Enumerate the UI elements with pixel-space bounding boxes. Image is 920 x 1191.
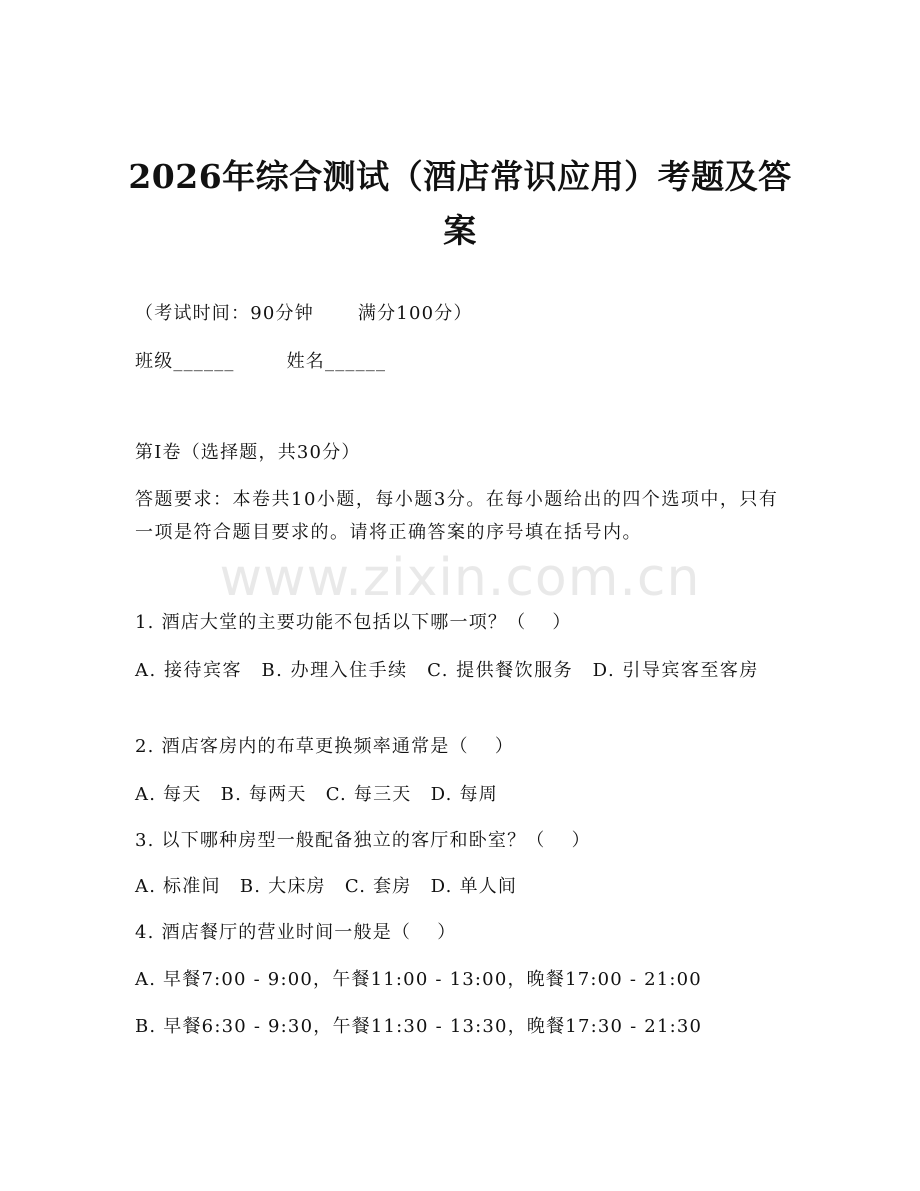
question-2-options: A. 每天 B. 每两天 C. 每三天 D. 每周 bbox=[135, 784, 498, 805]
document-title: 2026年综合测试（酒店常识应用）考题及答案 bbox=[128, 157, 792, 250]
class-field: 班级______ bbox=[135, 351, 235, 372]
question-3-stem: 3. 以下哪种房型一般配备独立的客厅和卧室？（ ） bbox=[135, 830, 591, 851]
instructions: 答题要求：本卷共10小题，每小题3分。在每小题给出的四个选项中，只有一项是符合题目要求的。请将正确答案的序号填在括号内。 bbox=[135, 489, 779, 543]
student-info bbox=[135, 346, 386, 378]
question-4-option-b: B. 早餐6:30 - 9:30，午餐11:30 - 13:30，晚餐17:30 - 21:30 bbox=[135, 1016, 703, 1037]
question-4-option-a: A. 早餐7:00 - 9:00，午餐11:00 - 13:00，晚餐17:00 - 21:00 bbox=[135, 969, 702, 990]
name-field: 姓名______ bbox=[286, 351, 387, 372]
watermark: www.zixin.com.cn bbox=[219, 548, 701, 608]
exam-info bbox=[135, 298, 473, 330]
section-title: 第I卷（选择题，共30分） bbox=[135, 442, 361, 463]
exam-score: 满分100分） bbox=[357, 303, 473, 324]
question-2-stem: 2. 酒店客房内的布草更换频率通常是（ ） bbox=[135, 736, 515, 757]
question-1-options: A. 接待宾客 B. 办理入住手续 C. 提供餐饮服务 D. 引导宾客至客房 bbox=[135, 660, 759, 681]
question-1-stem: 1. 酒店大堂的主要功能不包括以下哪一项？（ ） bbox=[135, 612, 572, 633]
exam-time: （考试时间：90分钟 bbox=[135, 303, 314, 324]
question-4-stem: 4. 酒店餐厅的营业时间一般是（ ） bbox=[135, 922, 457, 943]
question-3-options: A. 标准间 B. 大床房 C. 套房 D. 单人间 bbox=[135, 876, 518, 897]
